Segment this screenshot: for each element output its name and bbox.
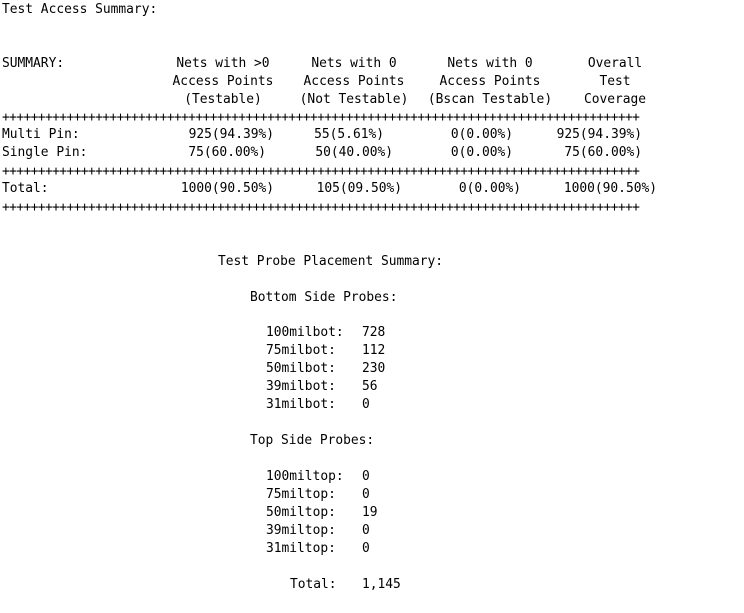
probe-label: 39miltop: — [266, 523, 336, 538]
probe-value: 0 — [362, 397, 370, 412]
cell-overall-coverage: 1000(90.50%) — [563, 181, 657, 196]
probe-total-label: Total: — [290, 577, 337, 592]
probe-label: 31milbot: — [266, 397, 336, 412]
top-probes-heading: Top Side Probes: — [250, 433, 375, 448]
column-header-line: Access Points — [303, 74, 405, 89]
cell-bscan-testable: 0(0.00%) — [450, 145, 513, 160]
total-label: Total: — [2, 181, 49, 196]
probe-value: 19 — [362, 505, 378, 520]
column-header-line: Nets with >0 — [176, 56, 270, 71]
separator-line: +++++++++++++++++++++++++++++++++++++++++++++++++++++++++++++++++++++++++++++++++++++++++ — [2, 164, 640, 179]
probe-value: 0 — [362, 469, 370, 484]
probe-summary-title: Test Probe Placement Summary: — [218, 254, 444, 269]
probe-value: 56 — [362, 379, 378, 394]
probe-value: 0 — [362, 541, 370, 556]
probe-label: 75miltop: — [266, 487, 336, 502]
column-header-line: (Bscan Testable) — [427, 92, 553, 107]
probe-label: 31miltop: — [266, 541, 336, 556]
cell-testable: 1000(90.50%) — [180, 181, 274, 196]
column-header-line: Nets with 0 — [447, 56, 533, 71]
probe-label: 75milbot: — [266, 343, 336, 358]
column-header-line: (Testable) — [184, 92, 262, 107]
cell-bscan-testable: 0(0.00%) — [458, 181, 521, 196]
column-header-line: Access Points — [172, 74, 274, 89]
probe-value: 0 — [362, 523, 370, 538]
row-label: Multi Pin: — [2, 127, 80, 142]
cell-testable: 75(60.00%) — [188, 145, 266, 160]
probe-value: 728 — [362, 325, 386, 340]
column-header-line: Access Points — [439, 74, 541, 89]
bottom-probes-heading: Bottom Side Probes: — [250, 290, 398, 305]
probe-label: 50miltop: — [266, 505, 336, 520]
column-header-line: Nets with 0 — [311, 56, 397, 71]
summary-label: SUMMARY: — [2, 56, 65, 71]
probe-label: 100miltop: — [266, 469, 344, 484]
cell-bscan-testable: 0(0.00%) — [450, 127, 513, 142]
cell-overall-coverage: 75(60.00%) — [564, 145, 642, 160]
separator-line: +++++++++++++++++++++++++++++++++++++++++++++++++++++++++++++++++++++++++++++++++++++++++ — [2, 200, 640, 215]
probe-label: 100milbot: — [266, 325, 344, 340]
column-header-line: Test — [599, 74, 631, 89]
probe-total-value: 1,145 — [362, 577, 401, 592]
cell-overall-coverage: 925(94.39%) — [556, 127, 642, 142]
column-header-line: Overall — [587, 56, 643, 71]
probe-value: 0 — [362, 487, 370, 502]
column-header-line: Coverage — [583, 92, 647, 107]
probe-label: 39milbot: — [266, 379, 336, 394]
probe-label: 50milbot: — [266, 361, 336, 376]
row-label: Single Pin: — [2, 145, 88, 160]
cell-not-testable: 105(09.50%) — [316, 181, 402, 196]
column-header-line: (Not Testable) — [299, 92, 409, 107]
probe-value: 112 — [362, 343, 386, 358]
page-title: Test Access Summary: — [2, 2, 158, 17]
cell-testable: 925(94.39%) — [188, 127, 274, 142]
separator-line: +++++++++++++++++++++++++++++++++++++++++++++++++++++++++++++++++++++++++++++++++++++++++ — [2, 110, 640, 125]
cell-not-testable: 50(40.00%) — [315, 145, 393, 160]
probe-value: 230 — [362, 361, 386, 376]
cell-not-testable: 55(5.61%) — [314, 127, 384, 142]
